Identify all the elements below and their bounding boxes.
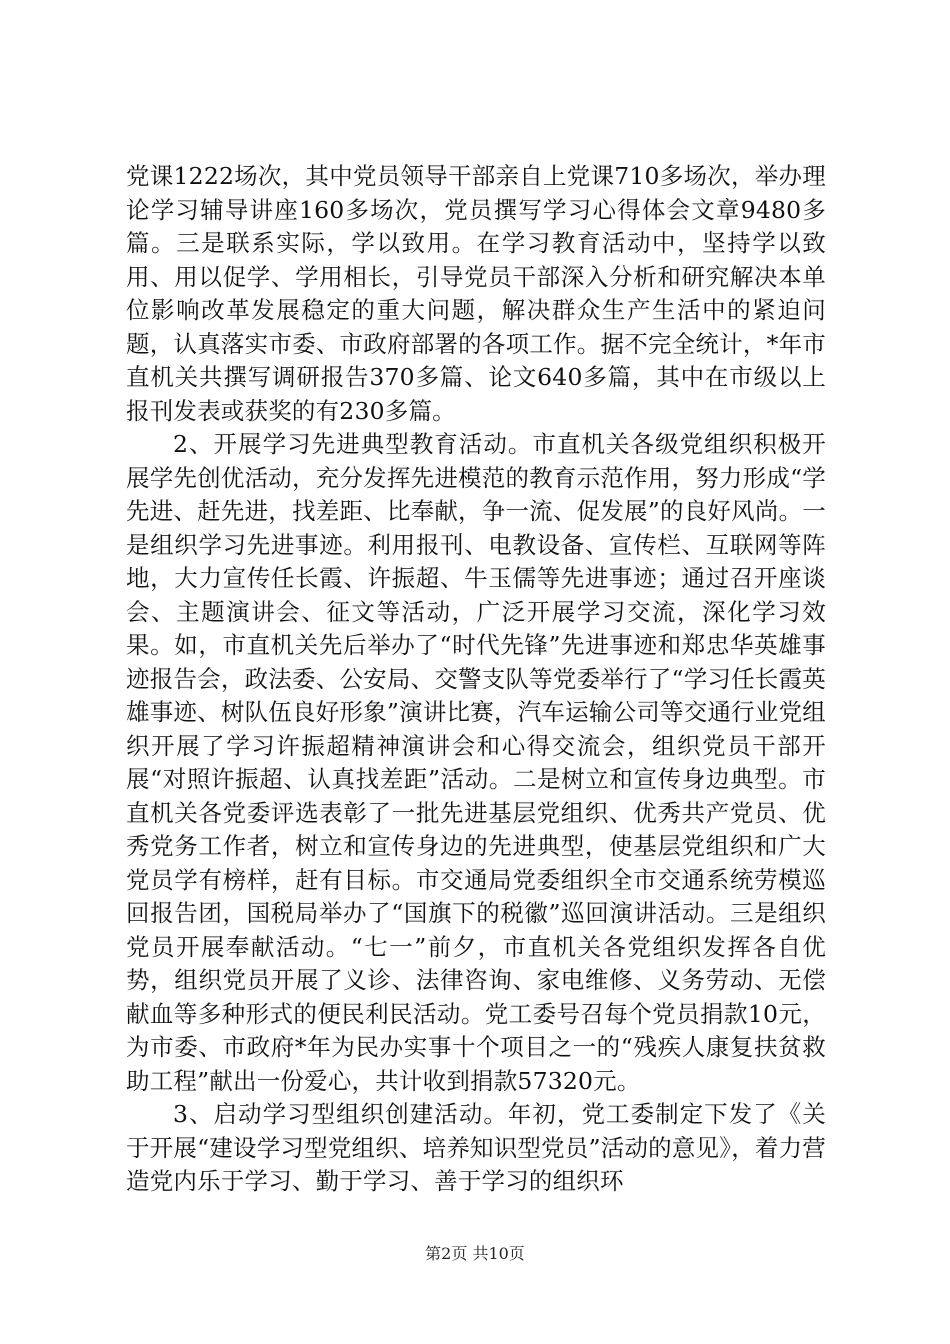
paragraph-study-statistics: 党课1222场次，其中党员领导干部亲自上党课710多场次，举办理论学习辅导讲座160多场次，党员撰写学习心得体会文章9480多篇。三是联系实际，学以致用。在学习教育活动中，坚持学以致用、用以促学、学用相长，引导党员干部深入分析和研究解决本单位影响改革发展稳定的重大问题，解决群众生产生活中的紧迫问题，认真落实市委、市政府部署的各项工作。据不完全统计，*年市直机关共撰写调研报告370多篇、论文640多篇，其中在市级以上报刊发表或获奖的有230多篇。	[126, 162, 826, 425]
paragraph-advanced-models: 2、开展学习先进典型教育活动。市直机关各级党组织积极开展学先创优活动，充分发挥先进模范的教育示范作用，努力形成“学先进、赶先进，找差距、比奉献，争一流、促发展”的良好风尚。一是组织学习先进事迹。利用报刊、电教设备、宣传栏、互联网等阵地，大力宣传任长霞、许振超、牛玉儒等先进事迹；通过召开座谈会、主题演讲会、征文等活动，广泛开展学习交流，深化学习效果。如，市直机关先后举办了“时代先锋”先进事迹和郑忠华英雄事迹报告会，政法委、公安局、交警支队等党委举行了“学习任长霞英雄事迹、树队伍良好形象”演讲比赛，汽车运输公司等交通行业党组织开展了学习许振超精神演讲会和心得交流会，组织党员干部开展“对照许振超、认真找差距”活动。二是树立和宣传身边典型。市直机关各党委评选表彰了一批先进基层党组织、优秀共产党员、优秀党务工作者，树立和宣传身边的先进典型，使基层党组织和广大党员学有榜样，赶有目标。市交通局党委组织全市交通系统劳模巡回报告团，国税局举办了“国旗下的税徽”巡回演讲活动。三是组织党员开展奉献活动。“七一”前夕，市直机关各党组织发挥各自优势，组织党员开展了义诊、法律咨询、家电维修、义务劳动、无偿献血等多种形式的便民利民活动。党工委号召每个党员捐款10元，为市委、市政府*年为民办实事十个项目之一的“残疾人康复扶贫救助工程”献出一份爱心，共计收到捐款57320元。	[126, 430, 826, 1095]
page-number-footer: 第2页 共10页	[425, 1244, 525, 1263]
paragraph-learning-organization: 3、启动学习型组织创建活动。年初，党工委制定下发了《关于开展“建设学习型党组织、培养知识型党员”活动的意见》，着力营造党内乐于学习、勤于学习、善于学习的组织环	[126, 1100, 826, 1195]
document-body	[126, 160, 826, 1199]
